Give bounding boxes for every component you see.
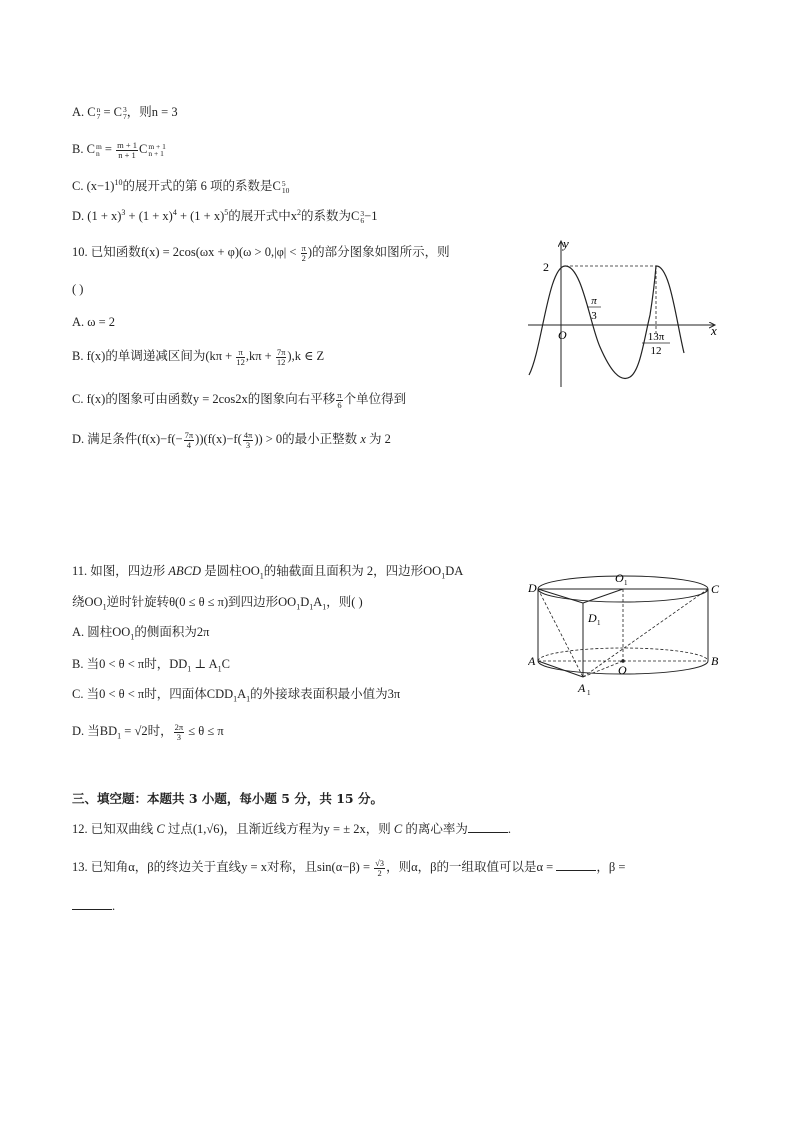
label-o1: O bbox=[615, 571, 624, 585]
q13-beta-blank[interactable] bbox=[72, 897, 112, 910]
label-a1-sub: 1 bbox=[587, 689, 591, 697]
label-d1-sub: 1 bbox=[597, 619, 601, 627]
segment-aa1 bbox=[538, 661, 583, 677]
section-3-heading: 三、填空题：本题共 3 小题，每小题 5 分，共 15 分。 bbox=[72, 791, 383, 806]
label-o: O bbox=[618, 663, 627, 677]
max-value-label: 2 bbox=[543, 260, 549, 274]
q11-option-b: B. 当0 < θ < π时，$DD_1$ ⊥ $A_1C$ bbox=[72, 657, 230, 674]
origin-label: O bbox=[558, 328, 567, 342]
segment-dd1 bbox=[538, 589, 583, 603]
q9-option-b: B. C m n = $\frac{m + 1}{n + 1}$ C m + 1 n + 1 bbox=[72, 139, 166, 160]
label-o1-sub: 1 bbox=[624, 579, 628, 587]
label-d1: D bbox=[588, 611, 597, 625]
q10-option-d: D. 满足条件(f(x)−f(− $\frac{7\pi}{4}$ ))(f(x)−f( $\frac{4\pi}{3}$ )) > 0的最小正整数 x 为 2 bbox=[72, 429, 391, 450]
cosine-curve bbox=[529, 266, 684, 378]
q9-option-a: A. C n 7 = C 3 7 ，则n = 3 bbox=[72, 105, 178, 122]
pi3-den: 3 bbox=[591, 310, 597, 322]
q11-option-c: C. 当0 < θ < π时，四面体$CDD_1A_1$的外接球表面积最小值为3π bbox=[72, 687, 401, 704]
q10-answer-paren: ( ) bbox=[72, 282, 84, 296]
q11-stem-line1: 11. 如图，四边形 ABCD 是圆柱$OO_1$的轴截面且面积为 2，四边形$OO_1DA$ bbox=[72, 564, 464, 581]
segment-a1c bbox=[583, 589, 708, 677]
q12-answer-blank[interactable] bbox=[468, 820, 508, 833]
q10-option-b: B. f(x)的单调递减区间为(kπ + $\frac{\pi}{12}$ ,kπ + $\frac{7\pi}{12}$ ),k ∈ Z bbox=[72, 346, 325, 367]
pi3-num: π bbox=[591, 295, 597, 307]
q11-option-d: D. 当$BD_1 = √2$时， $\frac{2\pi}{3}$ ≤ θ ≤ π bbox=[72, 721, 224, 742]
label-c: C bbox=[711, 582, 720, 596]
q11-cylinder-figure bbox=[528, 565, 728, 705]
x13-num: 13π bbox=[647, 331, 665, 343]
q10-cosine-graph bbox=[520, 235, 725, 390]
q13-stem: 13. 已知角α，β的终边关于直线y = x对称，且sin(α−β) = $\frac{√3}{2}$ ，则α，β的一组取值可以是α = ，β = bbox=[72, 857, 626, 878]
q11-option-a: A. 圆柱$OO_1$的侧面积为2π bbox=[72, 625, 210, 642]
label-a: A bbox=[528, 654, 536, 668]
q12-stem: 12. 已知双曲线 C 过点(1,√6)，且渐近线方程为y = ± 2x，则 C 的离心率为 . bbox=[72, 822, 511, 836]
q10-stem: 10. 已知函数f(x) = 2cos(ωx + φ)(ω > 0,|φ| < $\frac{\pi}{2}$ )的部分图象如图所示，则 bbox=[72, 242, 450, 263]
q9-option-d: D. $(1 + x)^3 + (1 + x)^4 + (1 + x)^5$的展开式中$x^2$的系数为C 3 6 −1 bbox=[72, 207, 378, 226]
segment-d1o1 bbox=[583, 589, 623, 603]
label-a1: A bbox=[578, 681, 586, 695]
y-axis-label: y bbox=[563, 236, 569, 251]
label-b: B bbox=[711, 654, 719, 668]
segment-a1o bbox=[583, 661, 623, 677]
label-d: D bbox=[528, 581, 537, 595]
q10-option-c: C. f(x)的图象可由函数y = 2cos2x的图象向右平移 $\frac{\pi}{6}$ 个单位得到 bbox=[72, 389, 407, 410]
q13-alpha-blank[interactable] bbox=[556, 858, 596, 871]
q9-option-c: C. $(x-1)^{10}$的展开式的第 6 项的系数是C 5 10 bbox=[72, 177, 290, 196]
q10-option-a: A. ω = 2 bbox=[72, 315, 116, 329]
x-axis-label: x bbox=[711, 323, 717, 338]
q13-stem-line2: . bbox=[72, 897, 115, 915]
x13-den: 12 bbox=[650, 345, 662, 357]
q11-stem-line2: 绕$OO_1$逆时针旋转θ(0 ≤ θ ≤ π)到四边形$OO_1D_1A_1$，则( ) bbox=[72, 595, 363, 612]
